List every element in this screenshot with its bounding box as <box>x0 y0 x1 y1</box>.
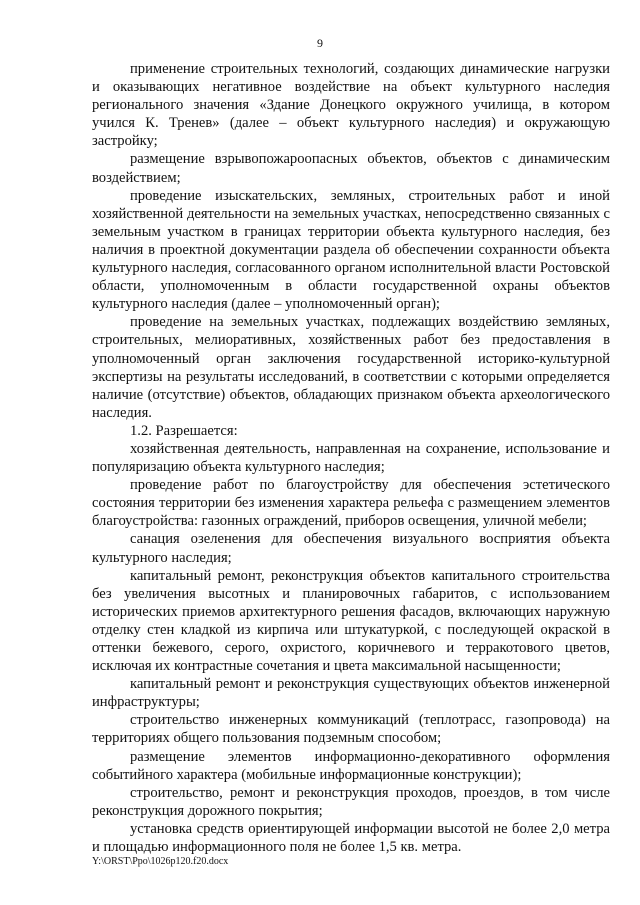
paragraph: строительство инженерных коммуникаций (теплотрасс, газопровода) на территориях общего пользования подземным способом; <box>92 712 610 747</box>
paragraph: санация озеленения для обеспечения визуального восприятия объекта культурного наследия; <box>92 531 610 566</box>
section-heading: 1.2. Разрешается: <box>130 422 238 439</box>
paragraph: проведение на земельных участках, подлежащих воздействию земляных, строительных, мелиоративных, хозяйственных работ без предоставления в уполномоченный орган заключения государственной историко-культурной экспертизы на результаты исследований, в соответствии с которыми определяется наличие (отсутствие) объектов, обладающих признаком объекта археологического наследия. <box>92 314 610 421</box>
paragraph: применение строительных технологий, создающих динамические нагрузки и оказывающих негативное воздействие на объект культурного наследия регионального значения «Здание Донецкого окружного училища, в котором учился К. Тренев» (далее – объект культурного наследия) и окружающую застройку; <box>92 61 610 150</box>
paragraph: строительство, ремонт и реконструкция проходов, проездов, в том числе реконструкция дорожного покрытия; <box>92 784 610 819</box>
paragraph: размещение элементов информационно-декоративного оформления событийного характера (мобильные информационные конструкции); <box>92 748 610 783</box>
page-number: 9 <box>317 36 323 50</box>
document-body <box>92 60 610 856</box>
paragraph: хозяйственная деятельность, направленная на сохранение, использование и популяризацию объекта культурного наследия; <box>92 440 610 476</box>
paragraph: установка средств ориентирующей информации высотой не более 2,0 метра и площадью информационного поля не более 1,5 кв. метра. <box>92 820 610 856</box>
paragraph: капитальный ремонт, реконструкция объектов капитального строительства без увеличения высотных и планировочных габаритов, с использованием исторических приемов архитектурного решения фасадов, включающих наружную отделку стен кладкой из кирпича или штукатуркой, с последующей окраской в оттенки бежевого, серого, охристого, коричневого и терракотового цветов, исключая их контрастные сочетания и цвета максимальной насыщенности; <box>92 567 610 675</box>
paragraph: проведение изыскательских, земляных, строительных работ и иной хозяйственной деятельности на земельных участках, непосредственно связанных с земельным участком в границах территории объекта культурного наследия, без наличия в проектной документации раздела об обеспечении сохранности объекта культурного наследия, согласованного органом исполнительной власти Ростовской области, уполномоченным в области государственной охраны объектов культурного наследия (далее – уполномоченный орган); <box>92 187 610 313</box>
paragraph: размещение взрывопожароопасных объектов, объектов с динамическим воздействием; <box>92 151 610 186</box>
footer-file-path: Y:\ORST\Ppo\1026p120.f20.docx <box>92 856 229 867</box>
paragraph: проведение работ по благоустройству для обеспечения эстетического состояния территории без изменения характера рельефа с размещением элементов благоустройства: газонных ограждений, приборов освещения, уличной мебели; <box>92 477 610 530</box>
paragraph: капитальный ремонт и реконструкция существующих объектов инженерной инфраструктуры; <box>92 676 610 711</box>
